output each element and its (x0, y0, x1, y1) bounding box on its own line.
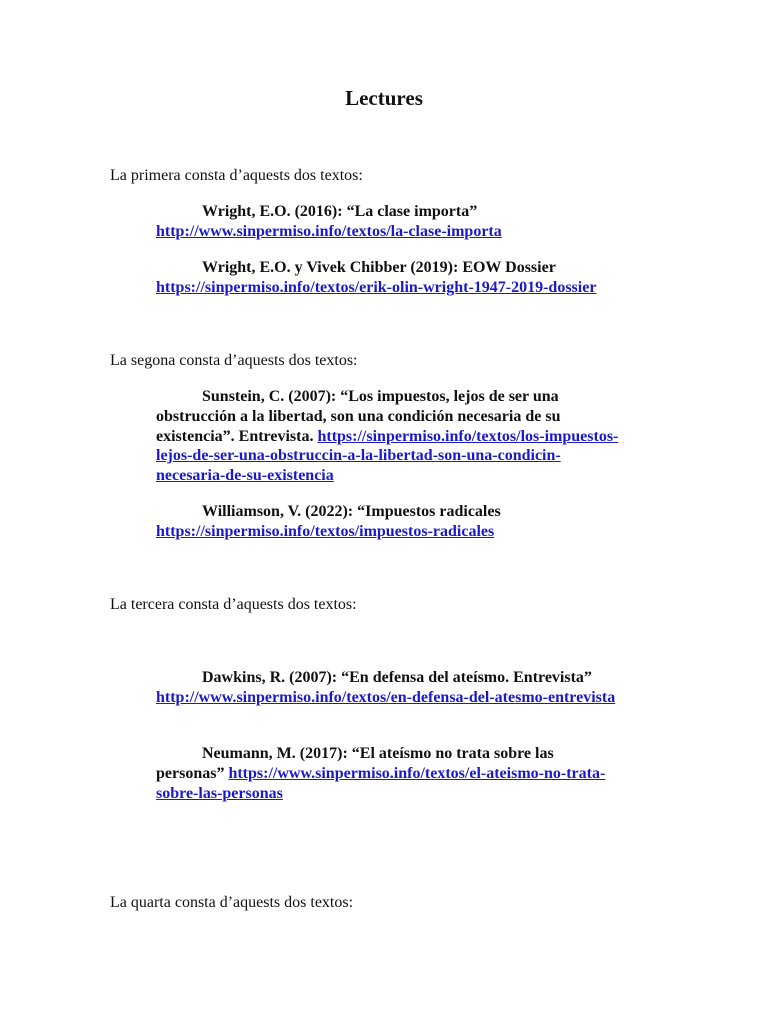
reference-williamson-2022 (156, 502, 666, 542)
reference-link[interactable]: http://www.sinpermiso.info/textos/en-defensa-del-atesmo-entrevista (156, 688, 616, 706)
reference-wright-2016 (156, 202, 666, 242)
section-intro-3: La tercera consta d’aquests dos textos: (110, 596, 357, 613)
reference-link[interactable]: https://www.sinpermiso.info/textos/el-ateismo-no-trata-sobre-las-personas (156, 764, 606, 802)
citation: Williamson, V. (2022): “Impuestos radicales (202, 503, 501, 520)
citation: Sunstein, C. (2007): “Los impuestos, lejos de ser una obstrucción a la libertad, son una condición necesaria de su existencia”. Entrevista. (156, 388, 561, 445)
reference-link[interactable]: https://sinpermiso.info/textos/los-impuestos-lejos-de-ser-una-obstruccin-a-la-libertad-son-una-condicin-necesaria-de-su-existencia (156, 427, 619, 485)
section-intro-4: La quarta consta d’aquests dos textos: (110, 894, 354, 911)
reference-dawkins-2007 (156, 668, 626, 708)
section-intro-2: La segona consta d’aquests dos textos: (110, 352, 358, 369)
reference-sunstein-2007 (156, 387, 626, 486)
citation: Neumann, M. (2017): “El ateísmo no trata sobre las personas” (156, 745, 554, 782)
reference-link[interactable]: https://sinpermiso.info/textos/impuestos-radicales (156, 522, 495, 540)
citation: Dawkins, R. (2007): “En defensa del ateísmo. Entrevista” (202, 669, 592, 686)
reference-link[interactable]: https://sinpermiso.info/textos/erik-olin-wright-1947-2019-dossier (156, 278, 597, 296)
reference-wright-chibber-2019 (156, 258, 666, 298)
citation: Wright, E.O. (2016): “La clase importa” (202, 203, 478, 220)
section-intro-1: La primera consta d’aquests dos textos: (110, 167, 363, 184)
reference-neumann-2017 (156, 744, 626, 803)
citation: Wright, E.O. y Vivek Chibber (2019): EOW Dossier (202, 259, 556, 276)
reference-link[interactable]: http://www.sinpermiso.info/textos/la-clase-importa (156, 222, 502, 240)
page-title: Lectures (345, 86, 423, 110)
